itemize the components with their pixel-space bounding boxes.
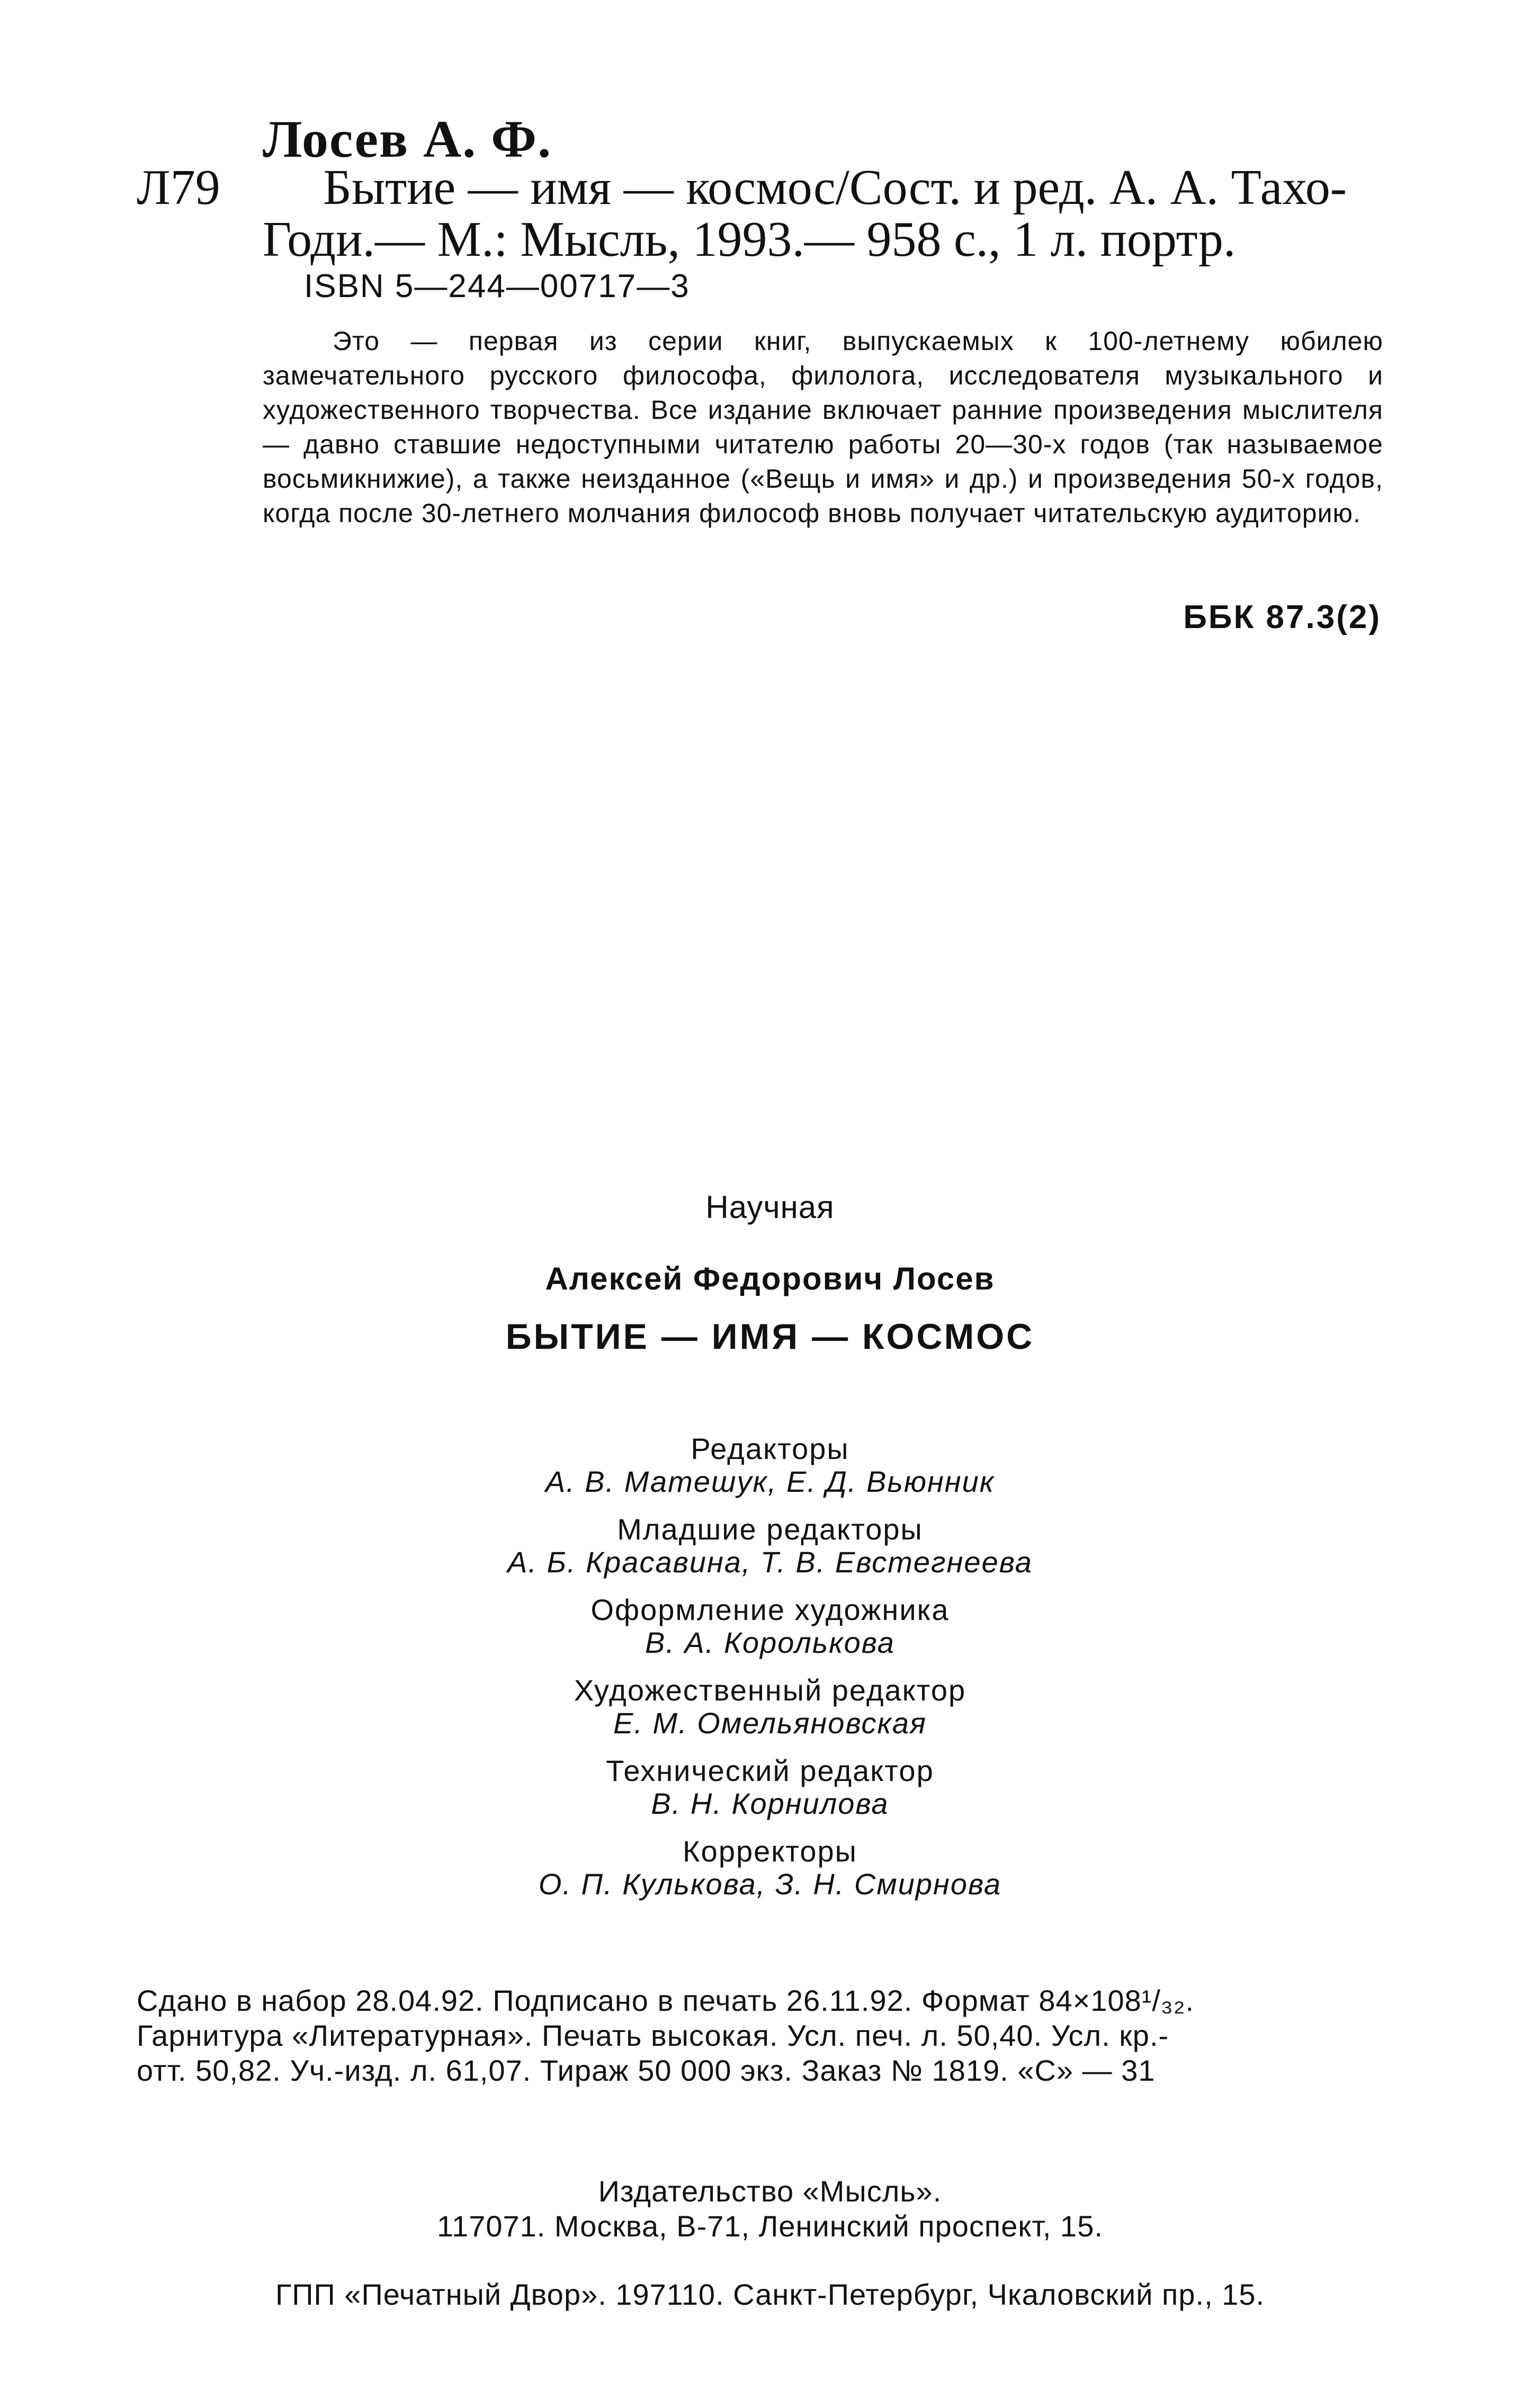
imprint-details bbox=[137, 1983, 1381, 2088]
series-label: Научная bbox=[705, 1189, 835, 1225]
bbk-code: ББК 87.3(2) bbox=[1183, 599, 1381, 635]
book-title: БЫТИЕ — ИМЯ — КОСМОС bbox=[505, 1317, 1035, 1357]
catalog-author-heading: Лосев А. Ф. bbox=[263, 110, 552, 168]
credit-technical-editor bbox=[0, 1755, 1540, 1820]
imprint-line-3: отт. 50,82. Уч.-изд. л. 61,07. Тираж 50 000 экз. Заказ № 1819. «С» — 31 bbox=[137, 2054, 1156, 2087]
annotation-paragraph: Это — первая из серии книг, выпускаемых к 100-летнему юбилею замечательного русского философа, филолога, исследователя музыкального и художественного творчества. Все издание включает ранние произведения мыслителя — давно ставшие недоступными читателю работы 20—30-х годов (так называемое восьмикнижие), а также неизданное («Вещь и имя» и др.) и произведения 50-х годов, когда после 30-летнего молчания философ вновь получает читательскую аудиторию. bbox=[263, 326, 1383, 528]
publisher-name: Издательство «Мысль». bbox=[598, 2174, 942, 2208]
credits-list bbox=[0, 1433, 1540, 1915]
catalog-title-line-2: Годи.— М.: Мысль, 1993.— 958 с., 1 л. портр. bbox=[263, 212, 1236, 267]
credit-editors bbox=[0, 1433, 1540, 1498]
credit-role: Редакторы bbox=[691, 1432, 849, 1465]
credit-role: Корректоры bbox=[683, 1834, 857, 1868]
credit-junior-editors bbox=[0, 1513, 1540, 1579]
credit-proofreaders bbox=[0, 1835, 1540, 1901]
credit-design bbox=[0, 1594, 1540, 1659]
publisher-address: 117071. Москва, В-71, Ленинский проспект, 15. bbox=[437, 2209, 1103, 2243]
credit-names: А. В. Матешук, Е. Д. Вьюнник bbox=[545, 1465, 995, 1498]
publisher-block bbox=[0, 2174, 1540, 2244]
isbn: ISBN 5—244—00717—3 bbox=[304, 268, 690, 305]
book-author: Алексей Федорович Лосев bbox=[545, 1261, 995, 1296]
imprint-line-1: Сдано в набор 28.04.92. Подписано в печать 26.11.92. Формат 84×108¹/₃₂. bbox=[137, 1984, 1195, 2017]
credit-names: Е. М. Омельяновская bbox=[613, 1706, 927, 1740]
credit-names: В. Н. Корнилова bbox=[651, 1787, 889, 1820]
catalog-title-line-1: Бытие — имя — космос/Сост. и ред. А. А. Тахо- bbox=[323, 160, 1347, 215]
credit-names: А. Б. Красавина, Т. В. Евстегнеева bbox=[507, 1545, 1033, 1579]
credit-role: Технический редактор bbox=[606, 1754, 934, 1787]
credit-names: В. А. Королькова bbox=[645, 1626, 895, 1659]
credit-role: Художественный редактор bbox=[574, 1673, 966, 1707]
credit-names: О. П. Кулькова, З. Н. Смирнова bbox=[538, 1867, 1002, 1901]
credit-art-editor bbox=[0, 1674, 1540, 1740]
imprint-line-2: Гарнитура «Литературная». Печать высокая. Усл. печ. л. 50,40. Усл. кр.- bbox=[137, 2019, 1169, 2052]
author-mark: Л79 bbox=[137, 160, 220, 215]
printer-line: ГПП «Печатный Двор». 197110. Санкт-Петербург, Чкаловский пр., 15. bbox=[275, 2278, 1265, 2311]
credit-role: Младшие редакторы bbox=[617, 1512, 923, 1546]
credit-role: Оформление художника bbox=[590, 1593, 950, 1626]
